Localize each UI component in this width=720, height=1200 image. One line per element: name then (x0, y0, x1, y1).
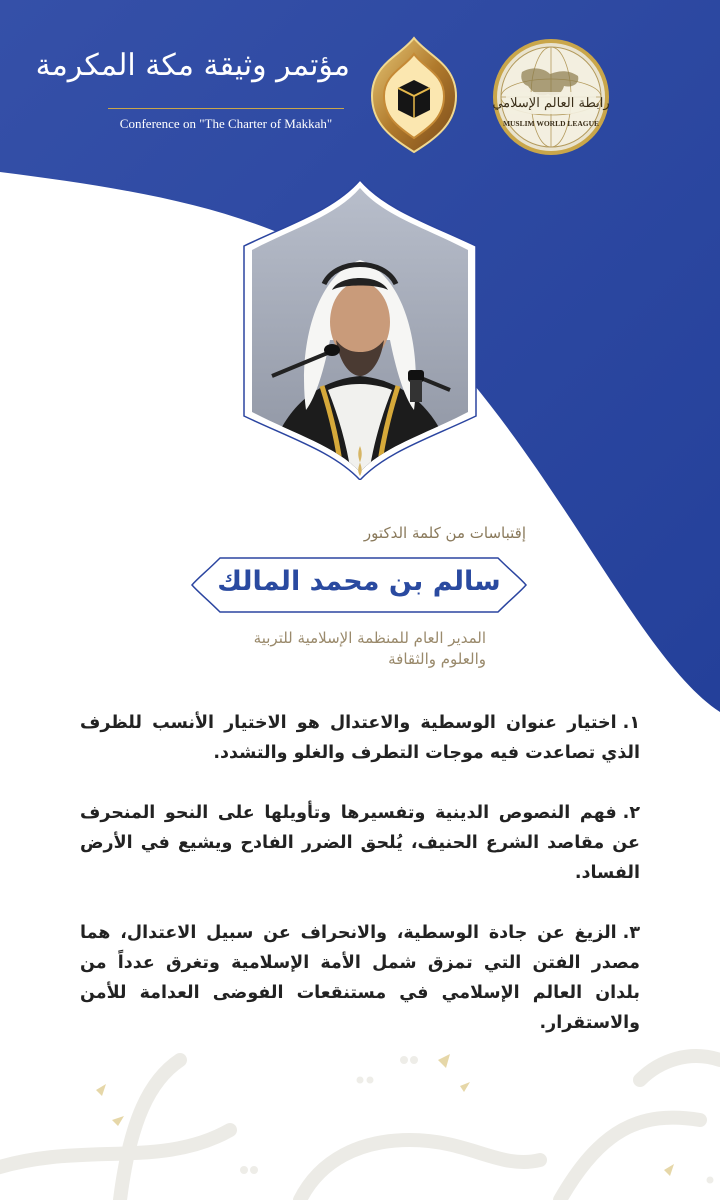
speaker-role (240, 628, 486, 670)
speaker-name: سالم بن محمد المالك (217, 566, 501, 597)
quote-text: الزيغ عن جادة الوسطية، والانحراف عن سبيل الاعتدال، هما مصدر الفتن التي تمزق شمل الأمة الإسلامية وتغرق عدداً من بلدان العالم الإسلامي في مستنقعات الفوضى العدامة للأمن والاستقرار. (80, 923, 640, 1033)
conference-title-arabic: مؤتمر وثيقة مكة المكرمة (35, 48, 350, 83)
quote-text: اختيار عنوان الوسطية والاعتدال هو الاختيار الأنسب للظرف الذي تصاعدت فيه موجات التطرف والغلو والتشدد. (80, 713, 640, 763)
quote-number: ١. (622, 713, 640, 733)
conference-title-divider (108, 108, 344, 109)
speaker-photo (236, 180, 484, 480)
speaker-role-line-1: المدير العام للمنظمة الإسلامية للتربية (253, 629, 486, 647)
kaaba-logo-icon (358, 34, 470, 156)
quote-number: ٣. (622, 923, 640, 943)
speaker-role-line-2: والعلوم والثقافة (388, 650, 486, 668)
conference-title-english: Conference on "The Charter of Makkah" (119, 116, 333, 131)
calligraphy-decoration (0, 1020, 720, 1200)
mwl-logo-english-text: MUSLIM WORLD LEAGUE (502, 119, 600, 128)
quote-item (80, 798, 640, 888)
mwl-logo-arabic-text: رابطة العالم الإسلامي (492, 96, 610, 111)
quotes-list (80, 708, 640, 1068)
quote-item (80, 708, 640, 768)
quote-text: فهم النصوص الدينية وتفسيرها وتأويلها على النحو المنحرف عن مقاصد الشرع الحنيف، يُلحق الضرر الفادح ويشيع في الأرض الفساد. (80, 803, 640, 883)
quote-number: ٢. (622, 803, 640, 823)
speaker-intro-text: إقتباسات من كلمة الدكتور (363, 524, 526, 542)
globe-logo-icon (492, 38, 610, 156)
